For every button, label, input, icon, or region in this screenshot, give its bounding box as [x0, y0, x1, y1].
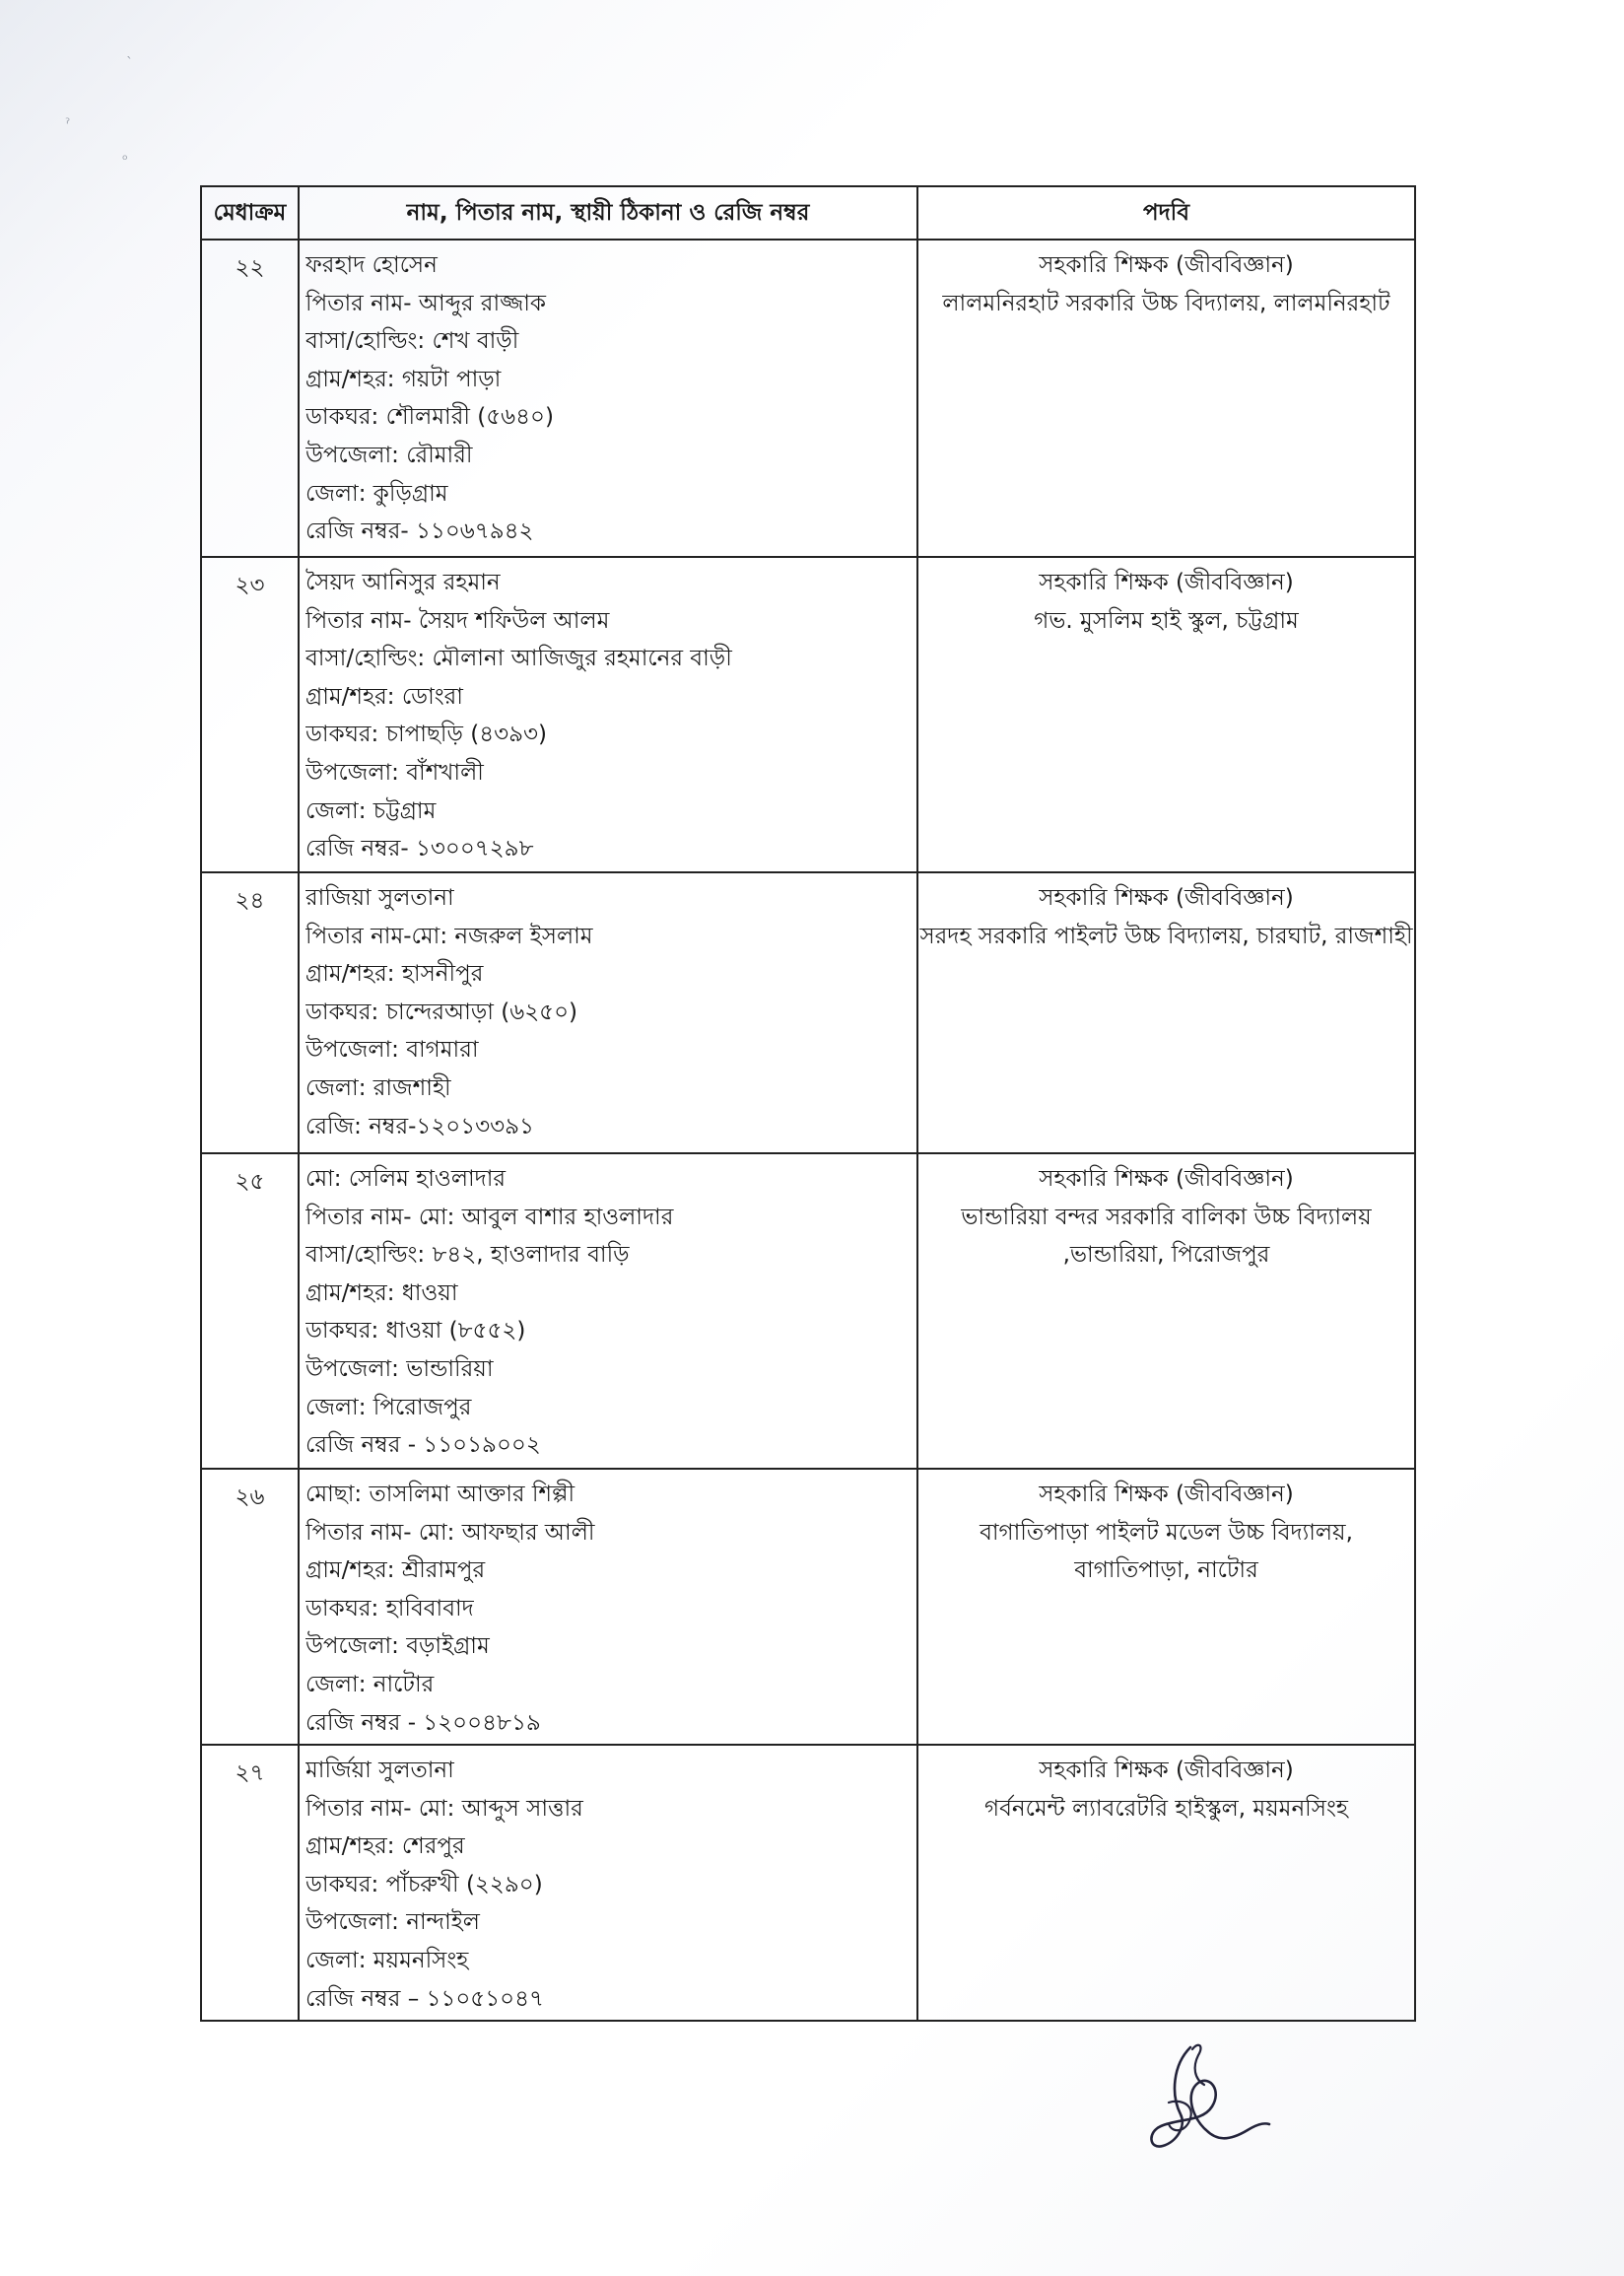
- detail-line: রেজি নম্বর - ১২০০৪৮১৯: [305, 1709, 541, 1736]
- detail-line: ডাকঘর: চাপাছড়ি (৪৩৯৩): [305, 722, 547, 748]
- school-name: গর্বনমেন্ট ল্যাবরেটরি হাইস্কুল, ময়মনসিংহ: [984, 1795, 1348, 1822]
- table-row: [201, 1153, 1415, 1469]
- merit-serial: ২৫: [201, 1153, 299, 1469]
- detail-line: রাজিয়া সুলতানা: [305, 885, 454, 911]
- detail-line: পিতার নাম-মো: নজরুল ইসলাম: [305, 923, 593, 949]
- detail-line: গ্রাম/শহর: হাসনীপুর: [305, 961, 484, 988]
- detail-line: মো: সেলিম হাওলাদার: [305, 1166, 507, 1192]
- detail-line: ডাকঘর: চান্দেরআড়া (৬২৫০): [305, 999, 577, 1025]
- detail-line: গ্রাম/শহর: শেরপুর: [305, 1833, 465, 1860]
- post-title: সহকারি শিক্ষক (জীববিজ্ঞান): [1039, 1482, 1294, 1507]
- post-details: [917, 557, 1415, 872]
- school-name: সরদহ সরকারি পাইলট উচ্চ বিদ্যালয়, চারঘাট, রাজশাহী: [919, 923, 1413, 949]
- merit-serial: ২৪: [201, 872, 299, 1153]
- school-name: বাগাতিপাড়া পাইলট মডেল উচ্চ বিদ্যালয়, বাগাতিপাড়া, নাটোর: [980, 1519, 1353, 1584]
- candidate-details: [299, 1745, 917, 2021]
- header-serial: মেধাক্রম: [201, 186, 299, 240]
- school-name: গভ. মুসলিম হাই স্কুল, চট্টগ্রাম: [1034, 607, 1299, 634]
- detail-line: বাসা/হোল্ডিং: মৌলানা আজিজুর রহমানের বাড়ী: [305, 646, 732, 672]
- detail-line: জেলা: নাটোর: [305, 1671, 435, 1697]
- detail-line: রেজি নম্বর- ১৩০০৭২৯৮: [305, 836, 534, 862]
- merit-serial: ২৩: [201, 557, 299, 872]
- detail-line: গ্রাম/শহর: ধাওয়া: [305, 1279, 458, 1306]
- signature-icon: [1133, 2035, 1271, 2164]
- header-details: নাম, পিতার নাম, স্থায়ী ঠিকানা ও রেজি নম্বর: [299, 186, 917, 240]
- table-header-row: [201, 186, 1415, 240]
- detail-line: মোছা: তাসলিমা আক্তার শিল্পী: [305, 1482, 575, 1507]
- candidate-details: [299, 1469, 917, 1745]
- post-title: সহকারি শিক্ষক (জীববিজ্ঞান): [1039, 570, 1294, 595]
- candidate-details: [299, 240, 917, 557]
- detail-line: উপজেলা: রৌমারী: [305, 442, 473, 468]
- detail-line: পিতার নাম- মো: আফছার আলী: [305, 1519, 595, 1546]
- detail-line: মার্জিয়া সুলতানা: [305, 1758, 454, 1783]
- candidate-details: [299, 557, 917, 872]
- detail-line: জেলা: পিরোজপুর: [305, 1394, 472, 1420]
- detail-line: জেলা: চট্টগ্রাম: [305, 797, 437, 824]
- detail-line: উপজেলা: বাঁশখালী: [305, 759, 484, 786]
- detail-line: রেজি নম্বর - ১১০১৯০০২: [305, 1432, 541, 1459]
- school-name: লালমনিরহাট সরকারি উচ্চ বিদ্যালয়, লালমনিরহাট: [942, 290, 1390, 316]
- candidate-details: [299, 872, 917, 1153]
- header-post: পদবি: [917, 186, 1415, 240]
- detail-line: পিতার নাম- আব্দুর রাজ্জাক: [305, 290, 547, 316]
- detail-line: পিতার নাম- সৈয়দ শফিউল আলম: [305, 607, 610, 634]
- post-title: সহকারি শিক্ষক (জীববিজ্ঞান): [1039, 885, 1294, 911]
- table-row: [201, 872, 1415, 1153]
- detail-line: গ্রাম/শহর: গয়টা পাড়া: [305, 366, 502, 392]
- detail-line: পিতার নাম- মো: আবুল বাশার হাওলাদার: [305, 1204, 674, 1230]
- merit-serial: ২২: [201, 240, 299, 557]
- table-row: [201, 557, 1415, 872]
- detail-line: জেলা: রাজশাহী: [305, 1074, 451, 1101]
- detail-line: ডাকঘর: হাবিবাবাদ: [305, 1595, 474, 1621]
- candidate-details: [299, 1153, 917, 1469]
- detail-line: গ্রাম/শহর: শ্রীরামপুর: [305, 1557, 486, 1584]
- post-title: সহকারি শিক্ষক (জীববিজ্ঞান): [1039, 1758, 1294, 1783]
- detail-line: রেজি নম্বর – ১১০৫১০৪৭: [305, 1985, 544, 2012]
- detail-line: ডাকঘর: পাঁচরুখী (২২৯০): [305, 1871, 543, 1897]
- post-details: [917, 1745, 1415, 2021]
- post-title: সহকারি শিক্ষক (জীববিজ্ঞান): [1039, 252, 1294, 278]
- detail-line: রেজি নম্বর- ১১০৬৭৯৪২: [305, 518, 534, 545]
- merit-serial: ২৬: [201, 1469, 299, 1745]
- detail-line: ডাকঘর: শৌলমারী (৫৬৪০): [305, 404, 554, 431]
- detail-line: বাসা/হোল্ডিং: শেখ বাড়ী: [305, 328, 519, 355]
- detail-line: পিতার নাম- মো: আব্দুস সাত্তার: [305, 1795, 583, 1822]
- detail-line: জেলা: কুড়িগ্রাম: [305, 480, 448, 507]
- table-row: [201, 1469, 1415, 1745]
- merit-serial: ২৭: [201, 1745, 299, 2021]
- signature: [1133, 2035, 1271, 2168]
- detail-line: উপজেলা: বড়াইগ্রাম: [305, 1633, 490, 1660]
- detail-line: উপজেলা: নান্দাইল: [305, 1909, 480, 1936]
- detail-line: গ্রাম/শহর: ডোংরা: [305, 683, 463, 710]
- detail-line: ফরহাদ হোসেন: [305, 252, 438, 278]
- detail-line: সৈয়দ আনিসুর রহমান: [305, 570, 501, 595]
- detail-line: বাসা/হোল্ডিং: ৮৪২, হাওলাদার বাড়ি: [305, 1242, 630, 1269]
- school-name: ভান্ডারিয়া বন্দর সরকারি বালিকা উচ্চ বিদ্যালয় ,ভান্ডারিয়া, পিরোজপুর: [961, 1204, 1372, 1269]
- detail-line: রেজি: নম্বর-১২০১৩৩৯১: [305, 1113, 534, 1139]
- post-details: [917, 872, 1415, 1153]
- post-details: [917, 240, 1415, 557]
- detail-line: উপজেলা: ভান্ডারিয়া: [305, 1355, 494, 1382]
- table-row: [201, 1745, 1415, 2021]
- detail-line: জেলা: ময়মনসিংহ: [305, 1947, 469, 1973]
- post-details: [917, 1153, 1415, 1469]
- merit-list-table: [200, 185, 1416, 2022]
- table-row: [201, 240, 1415, 557]
- post-title: সহকারি শিক্ষক (জীববিজ্ঞান): [1039, 1166, 1294, 1192]
- detail-line: ডাকঘর: ধাওয়া (৮৫৫২): [305, 1318, 526, 1345]
- detail-line: উপজেলা: বাগমারা: [305, 1037, 479, 1064]
- post-details: [917, 1469, 1415, 1745]
